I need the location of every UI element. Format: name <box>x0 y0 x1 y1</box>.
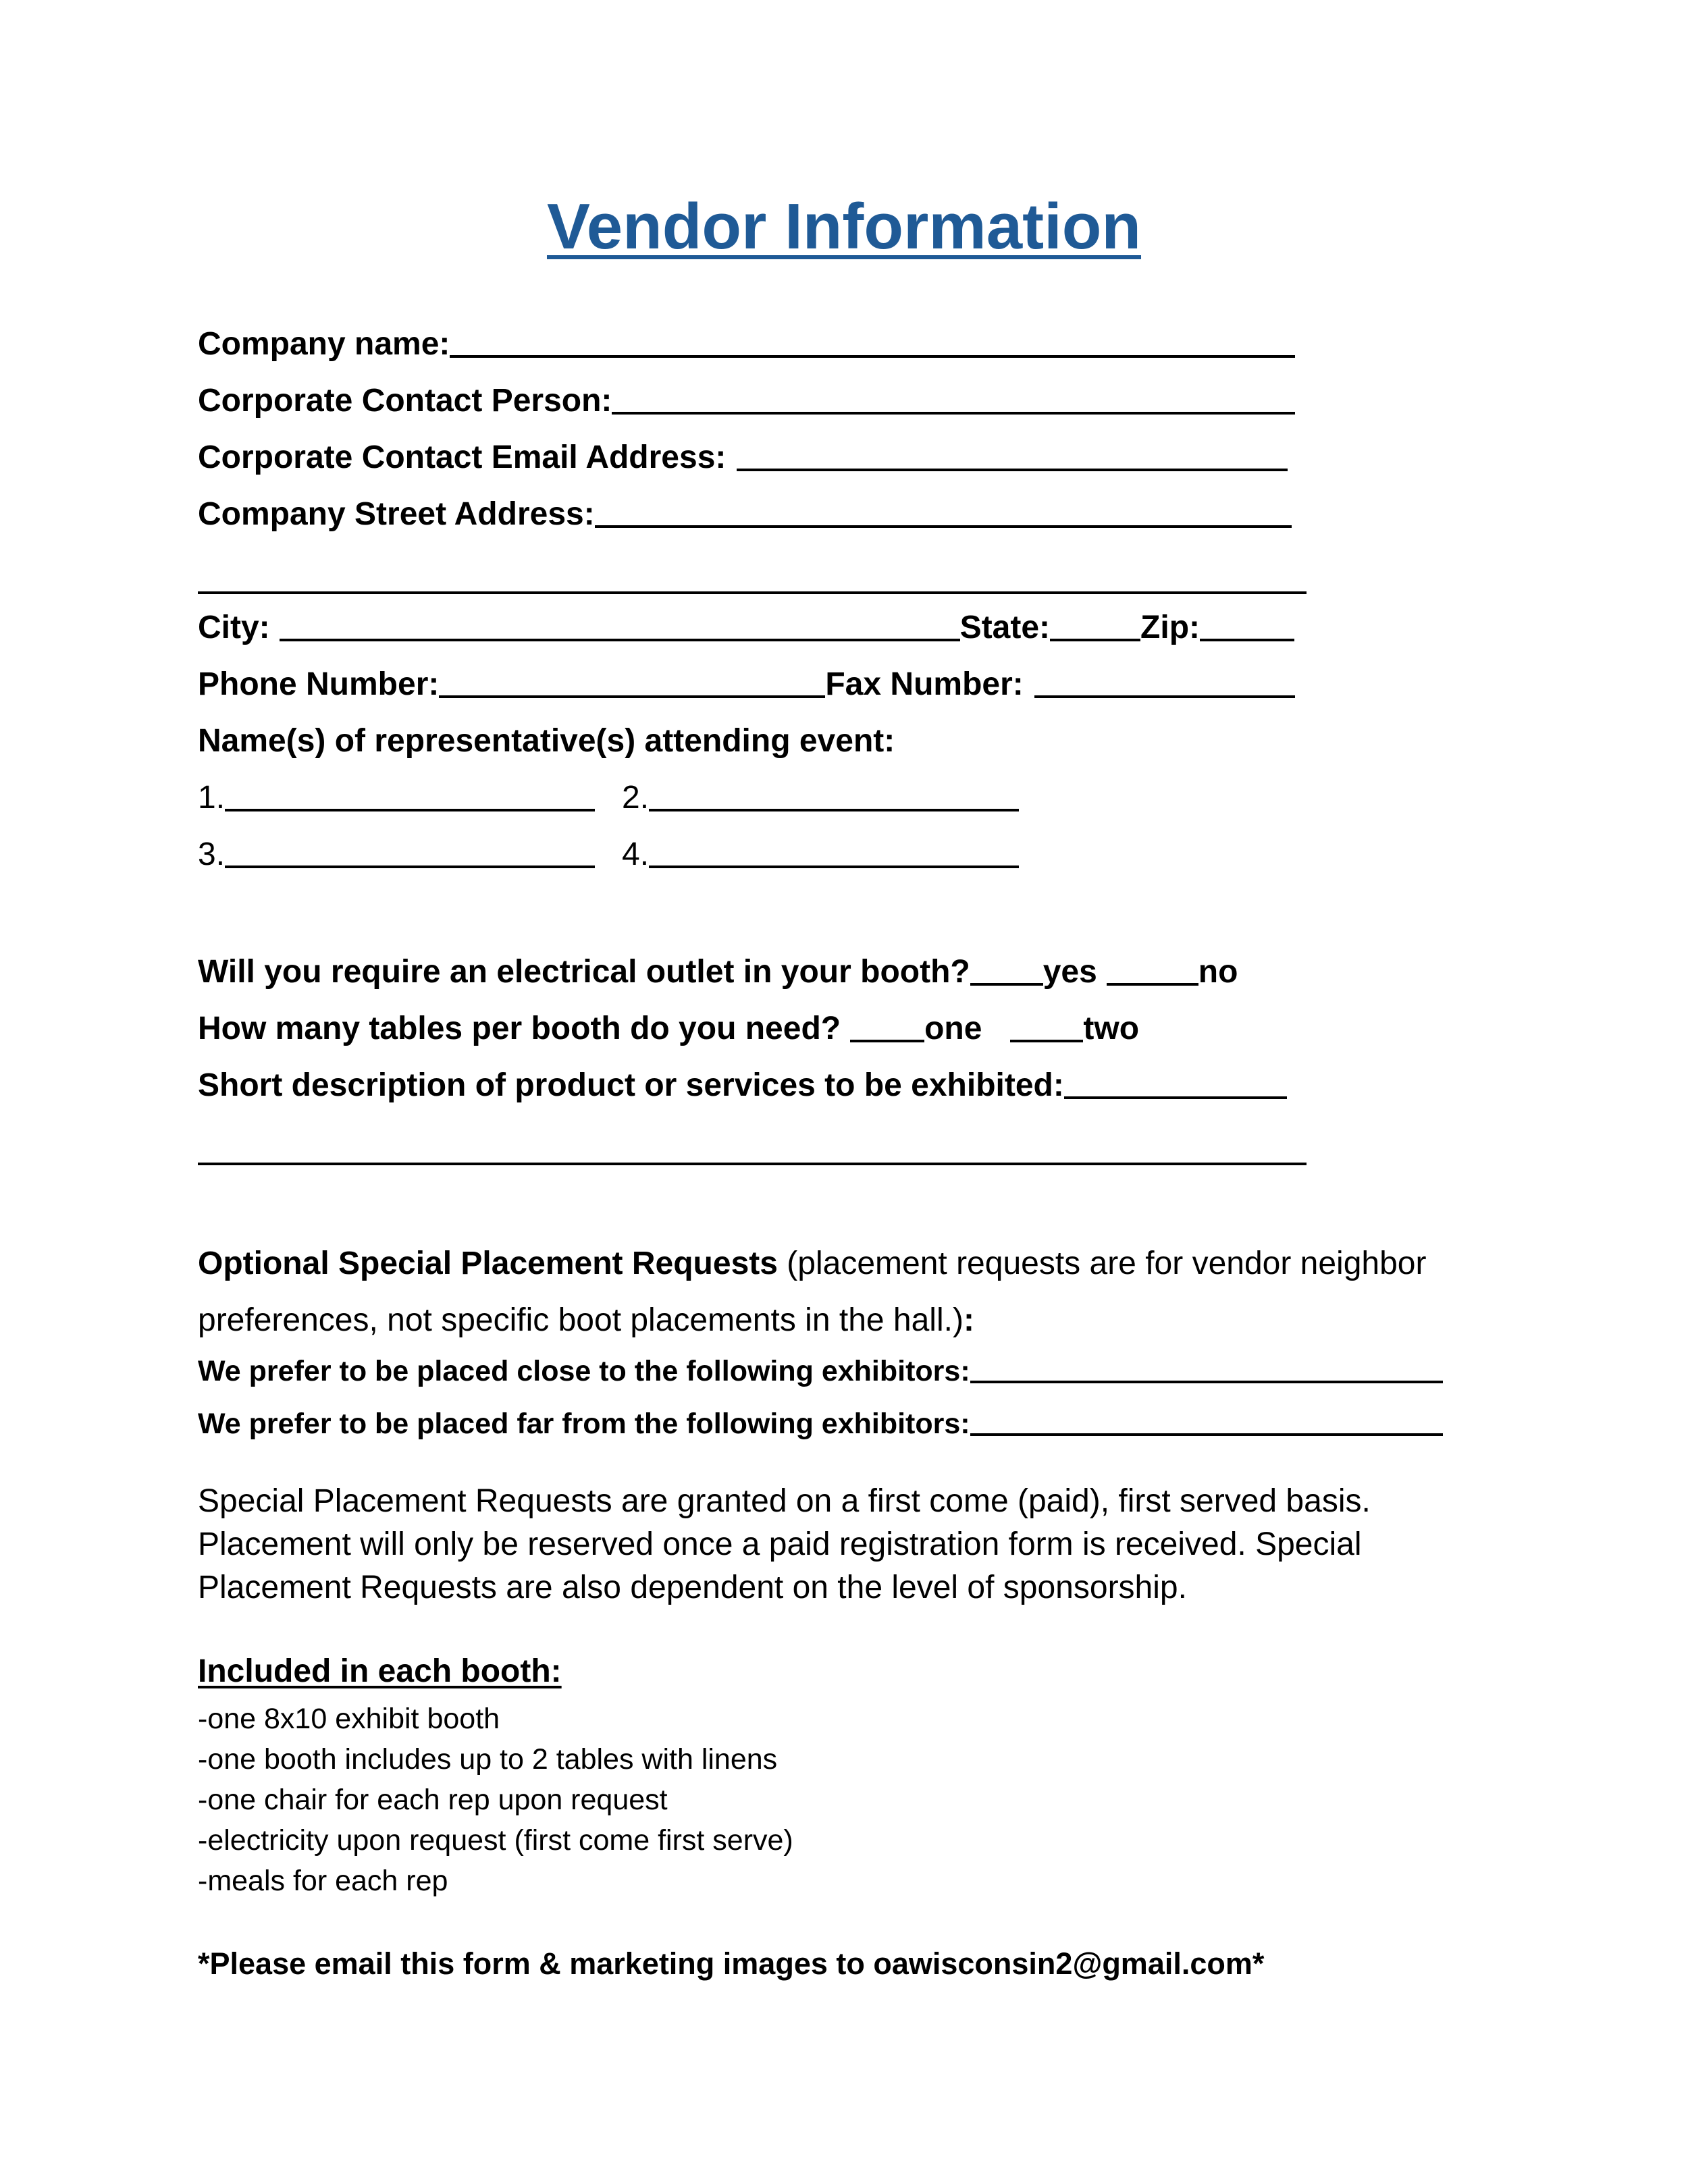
booth-heading: Included in each booth: <box>198 1653 562 1689</box>
placement-far-field[interactable] <box>970 1433 1443 1436</box>
contact-email-row <box>198 442 1288 474</box>
placement-policy: Special Placement Requests are granted on a first come (paid), first served basis. Placement will only be reserved once a paid registration form is received. Special Placement Requests are also dependent on the level of sponsorship. <box>198 1483 1371 1605</box>
tables-two-label: two <box>1083 1011 1140 1046</box>
city-label: City: <box>198 610 270 645</box>
description-field[interactable] <box>1064 1096 1287 1099</box>
city-field[interactable] <box>280 639 960 641</box>
company-name-field[interactable] <box>450 355 1295 358</box>
rep-number-3: 3. <box>198 836 226 872</box>
contact-person-label: Corporate Contact Person: <box>198 383 612 419</box>
fax-label: Fax Number: <box>825 666 1024 702</box>
contact-person-row <box>198 385 1295 417</box>
list-item: -one 8x10 exhibit booth <box>198 1703 500 1735</box>
footer-note: *Please email this form & marketing images to oawisconsin2@gmail.com* <box>198 1946 1265 1981</box>
rep-number-2: 2. <box>622 780 650 816</box>
placement-far-row <box>198 1410 1443 1439</box>
placement-close-label: We prefer to be placed close to the following exhibitors: <box>198 1355 970 1387</box>
placement-heading <box>198 1235 1481 1349</box>
phone-fax-row <box>198 668 1295 701</box>
company-name-label: Company name: <box>198 326 450 362</box>
description-question: Short description of product or services to be exhibited: <box>198 1067 1064 1103</box>
tables-row <box>198 1013 1139 1045</box>
zip-label: Zip: <box>1140 610 1200 645</box>
tables-two-field[interactable] <box>1010 1040 1083 1042</box>
electrical-yes-label: yes <box>1043 954 1097 990</box>
phone-field[interactable] <box>439 695 825 698</box>
rep-4-field[interactable] <box>649 865 1019 868</box>
list-item: -one chair for each rep upon request <box>198 1784 668 1816</box>
representatives-label: Name(s) of representative(s) attending event: <box>198 723 895 759</box>
list-item: -electricity upon request (first come first serve) <box>198 1824 793 1857</box>
phone-label: Phone Number: <box>198 666 440 702</box>
rep-row-2 <box>198 838 1019 871</box>
state-field[interactable] <box>1050 639 1140 641</box>
contact-email-field[interactable] <box>737 469 1288 471</box>
placement-heading-bold: Optional Special Placement Requests <box>198 1246 778 1281</box>
street-address-row <box>198 498 1292 531</box>
description-line-2[interactable] <box>198 1163 1307 1165</box>
electrical-question: Will you require an electrical outlet in your booth? <box>198 954 970 990</box>
state-label: State: <box>959 610 1051 645</box>
contact-person-field[interactable] <box>612 412 1295 415</box>
representatives-row <box>198 725 895 757</box>
street-address-line-2[interactable] <box>198 591 1307 594</box>
placement-far-label: We prefer to be placed far from the following exhibitors: <box>198 1408 970 1440</box>
electrical-row <box>198 956 1238 988</box>
description-row <box>198 1069 1287 1102</box>
rep-1-field[interactable] <box>225 809 595 811</box>
tables-one-field[interactable] <box>850 1040 924 1042</box>
contact-email-label: Corporate Contact Email Address: <box>198 440 727 475</box>
tables-question: How many tables per booth do you need? <box>198 1011 841 1046</box>
electrical-no-label: no <box>1198 954 1238 990</box>
list-item: -meals for each rep <box>198 1865 448 1897</box>
placement-close-field[interactable] <box>970 1381 1443 1383</box>
fax-field[interactable] <box>1034 695 1295 698</box>
rep-2-field[interactable] <box>649 809 1019 811</box>
rep-number-1: 1. <box>198 780 226 816</box>
company-name-row <box>198 328 1295 361</box>
placement-heading-note: (placement requests are for vendor neighbor preferences, not specific boot placements in the hall.) <box>198 1246 1427 1338</box>
rep-number-4: 4. <box>622 836 650 872</box>
placement-heading-colon: : <box>963 1302 974 1338</box>
rep-3-field[interactable] <box>225 865 595 868</box>
electrical-yes-field[interactable] <box>970 983 1043 986</box>
page-title: Vendor Information <box>546 190 1142 263</box>
tables-one-label: one <box>924 1011 982 1046</box>
rep-row-1 <box>198 782 1019 814</box>
city-state-zip-row <box>198 612 1294 644</box>
street-address-label: Company Street Address: <box>198 496 595 532</box>
list-item: -one booth includes up to 2 tables with linens <box>198 1743 778 1776</box>
booth-list <box>198 1699 793 1901</box>
electrical-no-field[interactable] <box>1107 983 1198 986</box>
zip-field[interactable] <box>1200 639 1294 641</box>
placement-close-row <box>198 1357 1443 1386</box>
street-address-field[interactable] <box>595 525 1292 528</box>
